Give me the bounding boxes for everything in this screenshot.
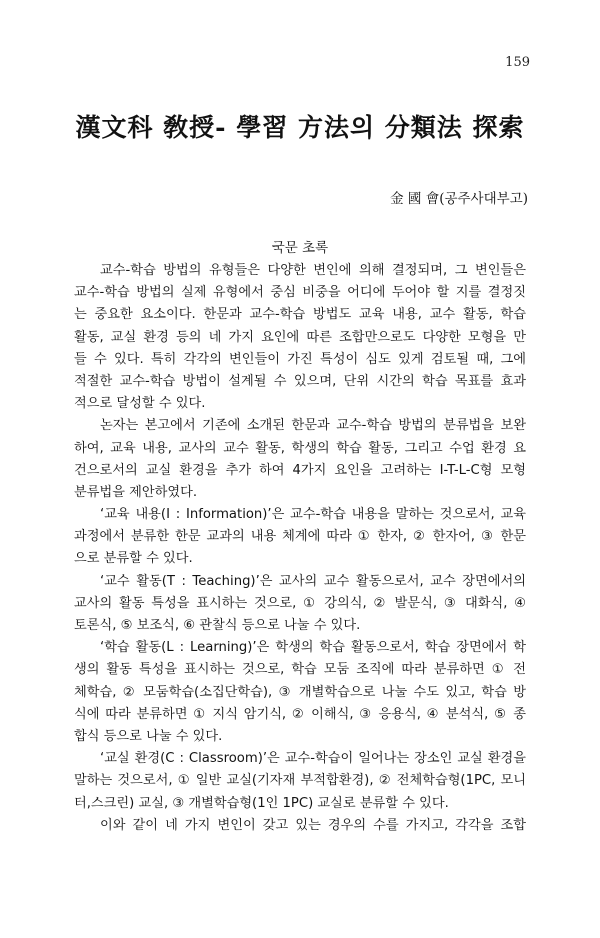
abstract-paragraph	[74, 637, 526, 748]
page-number: 159	[505, 55, 530, 70]
text-line: ‘교실 환경(C : Classroom)’은 교수-학습이 일어나는 장소인 교실 환경을	[100, 751, 526, 767]
text-line: 교수-학습 방법의 유형들은 다양한 변인에 의해 결정되며, 그 변인들은	[100, 263, 526, 278]
abstract-paragraph	[74, 504, 526, 571]
text-line: 터,스크린) 교실, ③ 개별학습형(1인 1PC) 교실로 분류할 수 있다.	[74, 795, 449, 811]
text-line: 건으로서의 교실 환경을 추가 하여 4가지 요인을 고려하는 I-T-L-C형 모형	[74, 462, 526, 478]
text-line: ‘교수 활동(T : Teaching)’은 교사의 교수 활동으로서, 교수 장면에서의	[100, 573, 526, 589]
abstract-body	[74, 260, 526, 837]
author-affiliation: 金 國 會(공주사대부고)	[390, 191, 528, 207]
text-line: 식에 따라 분류하면 ① 지식 암기식, ② 이해식, ③ 응용식, ④ 분석식, ⑤ 종	[74, 706, 526, 722]
text-line: 과정에서 분류한 한문 교과의 내용 체계에 따라 ① 한자, ② 한자어, ③ 한문	[74, 529, 526, 545]
abstract-heading: 국문 초록	[271, 240, 329, 256]
text-line: 으로 분류할 수 있다.	[74, 551, 193, 567]
text-line: 하여, 교육 내용, 교사의 교수 활동, 학생의 학습 활동, 그리고 수업 환경 요	[74, 440, 526, 456]
abstract-paragraph	[74, 260, 526, 415]
text-line: 적절한 교수-학습 방법이 설계될 수 있으며, 단위 시간의 학습 목표를 효과	[74, 373, 526, 389]
paper-title: 漢文科 敎授- 學習 方法의 分類法 探索	[75, 113, 525, 142]
text-line: 체학습, ② 모둠학습(소집단학습), ③ 개별학습으로 나눌 수도 있고, 학습 방	[74, 684, 526, 700]
abstract-paragraph	[74, 748, 526, 815]
text-line: 생의 활동 특성을 표시하는 것으로, 학습 모둠 조직에 따라 분류하면 ① 전	[74, 662, 526, 678]
text-line: 활동, 교실 환경 등의 네 가지 요인에 따른 조합만으로도 다양한 모형을 만	[74, 329, 526, 345]
text-line: 토론식, ⑤ 보조식, ⑥ 관찰식 등으로 나눌 수 있다.	[74, 618, 361, 633]
text-line: ‘학습 활동(L : Learning)’은 학생의 학습 활동으로서, 학습 장면에서 학	[100, 640, 526, 656]
text-line: 들 수 있다. 특히 각각의 변인들이 가진 특성이 심도 있게 검토될 때, 그에	[74, 351, 526, 367]
text-line: 이와 같이 네 가지 변인이 갖고 있는 경우의 수를 가지고, 각각을 조합	[100, 817, 526, 833]
text-line: 합식 등으로 나눌 수 있다.	[74, 728, 223, 744]
abstract-paragraph	[74, 415, 526, 504]
text-line: 말하는 것으로서, ① 일반 교실(기자재 부적합환경), ② 전체학습형(1PC, 모니	[74, 773, 526, 789]
text-line: 분류법을 제안하였다.	[74, 484, 198, 500]
text-line: 논자는 본고에서 기존에 소개된 한문과 교수-학습 방법의 분류법을 보완	[100, 418, 526, 434]
text-line: 는 중요한 요소이다. 한문과 교수-학습 방법도 교육 내용, 교수 활동, 학습	[74, 307, 526, 323]
abstract-paragraph	[74, 571, 526, 638]
text-line: 교수-학습 방법의 실제 유형에서 중심 비중을 어디에 두어야 할 지를 결정짓	[74, 285, 526, 301]
text-line: ‘교육 내용(I : Information)’은 교수-학습 내용을 말하는 것으로서, 교육	[100, 507, 526, 523]
text-line: 적으로 달성할 수 있다.	[74, 396, 206, 412]
abstract-paragraph	[74, 815, 526, 837]
text-line: 교사의 활동 특성을 표시하는 것으로, ① 강의식, ② 발문식, ③ 대화식, ④	[74, 595, 526, 611]
